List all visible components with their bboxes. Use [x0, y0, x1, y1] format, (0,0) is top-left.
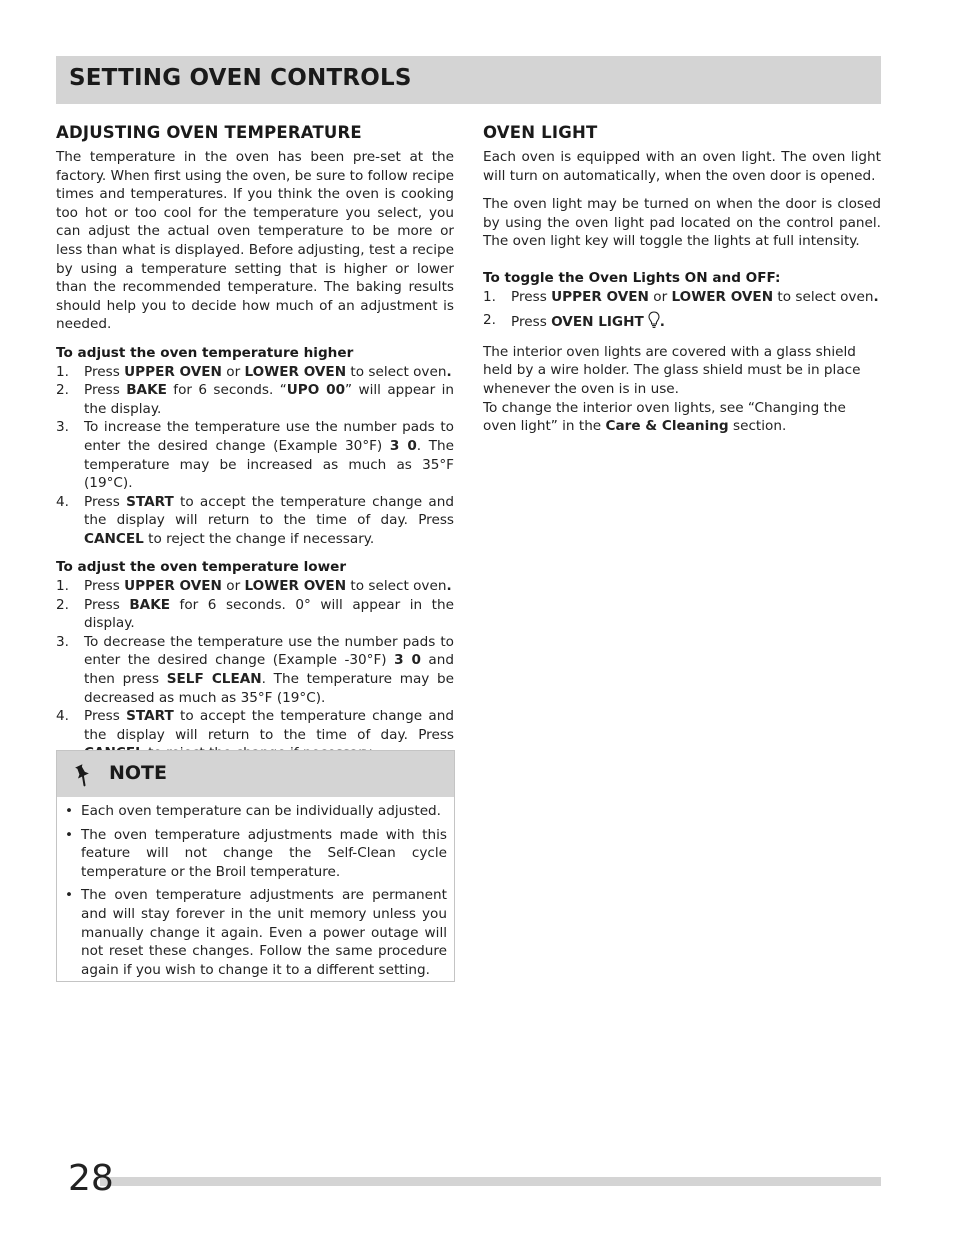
oven-light-paragraph-1: Each oven is equipped with an oven light. The oven light will turn on automatically, when the oven door is opened. [483, 149, 881, 184]
list-item: 2. Press OVEN LIGHT . [483, 311, 881, 335]
list-item: 3. To decrease the temperature use the number pads to enter the desired change (Example -30°F) 3 0 and then press SELF CLEAN. The temperature may be decreased as much as 35°F (19°C). [56, 633, 454, 706]
oven-light-paragraph-3: The interior oven lights are covered with a glass shield held by a wire holder. The glass shield must be in place whenever the oven is in use. [483, 343, 861, 397]
note-title: NOTE [109, 762, 167, 784]
list-item: • The oven temperature adjustments made with this feature will not change the Self-Clean cycle temperature or the Broil temperature. [65, 826, 447, 880]
pushpin-icon [73, 763, 95, 787]
note-list [57, 797, 454, 979]
lower-steps-list [56, 577, 454, 763]
list-item: 1. Press UPPER OVEN or LOWER OVEN to select oven. [483, 288, 879, 305]
section-heading-oven-light: OVEN LIGHT [483, 123, 598, 142]
page-number: 28 [68, 1158, 114, 1199]
oven-light-paragraph-4: To change the interior oven lights, see “Changing the oven light” in the Care & Cleaning section. [483, 399, 846, 435]
list-item: 4. Press START to accept the temperature change and the display will return to the time of day. Press [56, 708, 454, 743]
note-header [57, 751, 454, 797]
subheading-toggle-lights: To toggle the Oven Lights ON and OFF: [483, 269, 781, 286]
list-item: 3. To increase the temperature use the number pads to enter the desired change (Example 30°F) 3 0. The temperature may be increased as much as 35°F (19°C). [56, 419, 454, 492]
list-item: 4. Press START to accept the temperature change and the display will return to the time of day. Press CANCEL to reject the change if necessary. [56, 493, 454, 547]
higher-steps-list [56, 363, 454, 549]
intro-paragraph: The temperature in the oven has been pre-set at the factory. When first using the oven, be sure to follow recipe times and temperatures. If you think the oven is cooking too hot or too cool for the temperature you select, you can adjust the actual oven temperature to be more or less than what is displayed. Before adjusting, test a recipe by using a temperature setting that is higher or lower than the recommended temperature. The baking results should help you to decide how much of an adjustment is needed. [56, 149, 454, 333]
page-title: SETTING OVEN CONTROLS [69, 65, 412, 91]
section-heading-adjusting-temperature: ADJUSTING OVEN TEMPERATURE [56, 123, 362, 142]
footer-bar [100, 1177, 881, 1186]
list-item: 2. Press BAKE for 6 seconds. “UPO 00” will appear in the display. [56, 382, 454, 417]
subheading-lower: To adjust the oven temperature lower [56, 559, 347, 576]
list-item: 1. Press UPPER OVEN or LOWER OVEN to select oven. [56, 363, 452, 380]
toggle-steps-list [483, 288, 881, 335]
oven-light-paragraph-2: The oven light may be turned on when the door is closed by using the oven light pad located on the control panel. The oven light key will toggle the lights at full intensity. [483, 196, 881, 250]
subheading-higher: To adjust the oven temperature higher [56, 344, 354, 361]
list-item: • Each oven temperature can be individually adjusted. [65, 803, 442, 819]
light-bulb-icon [648, 311, 660, 335]
right-column [483, 122, 881, 446]
note-box [56, 750, 455, 982]
list-item: 2. Press BAKE for 6 seconds. 0° will appear in the display. [56, 596, 454, 632]
left-column [56, 122, 454, 773]
page-header [56, 56, 881, 104]
list-item: 1. Press UPPER OVEN or LOWER OVEN to select oven. [56, 578, 452, 595]
list-item: • The oven temperature adjustments are permanent and will stay forever in the unit memory unless you manually change it again. Even a power outage will not reset these changes. Follow the same procedure again if you wish to change it to a different setting. [65, 887, 447, 978]
